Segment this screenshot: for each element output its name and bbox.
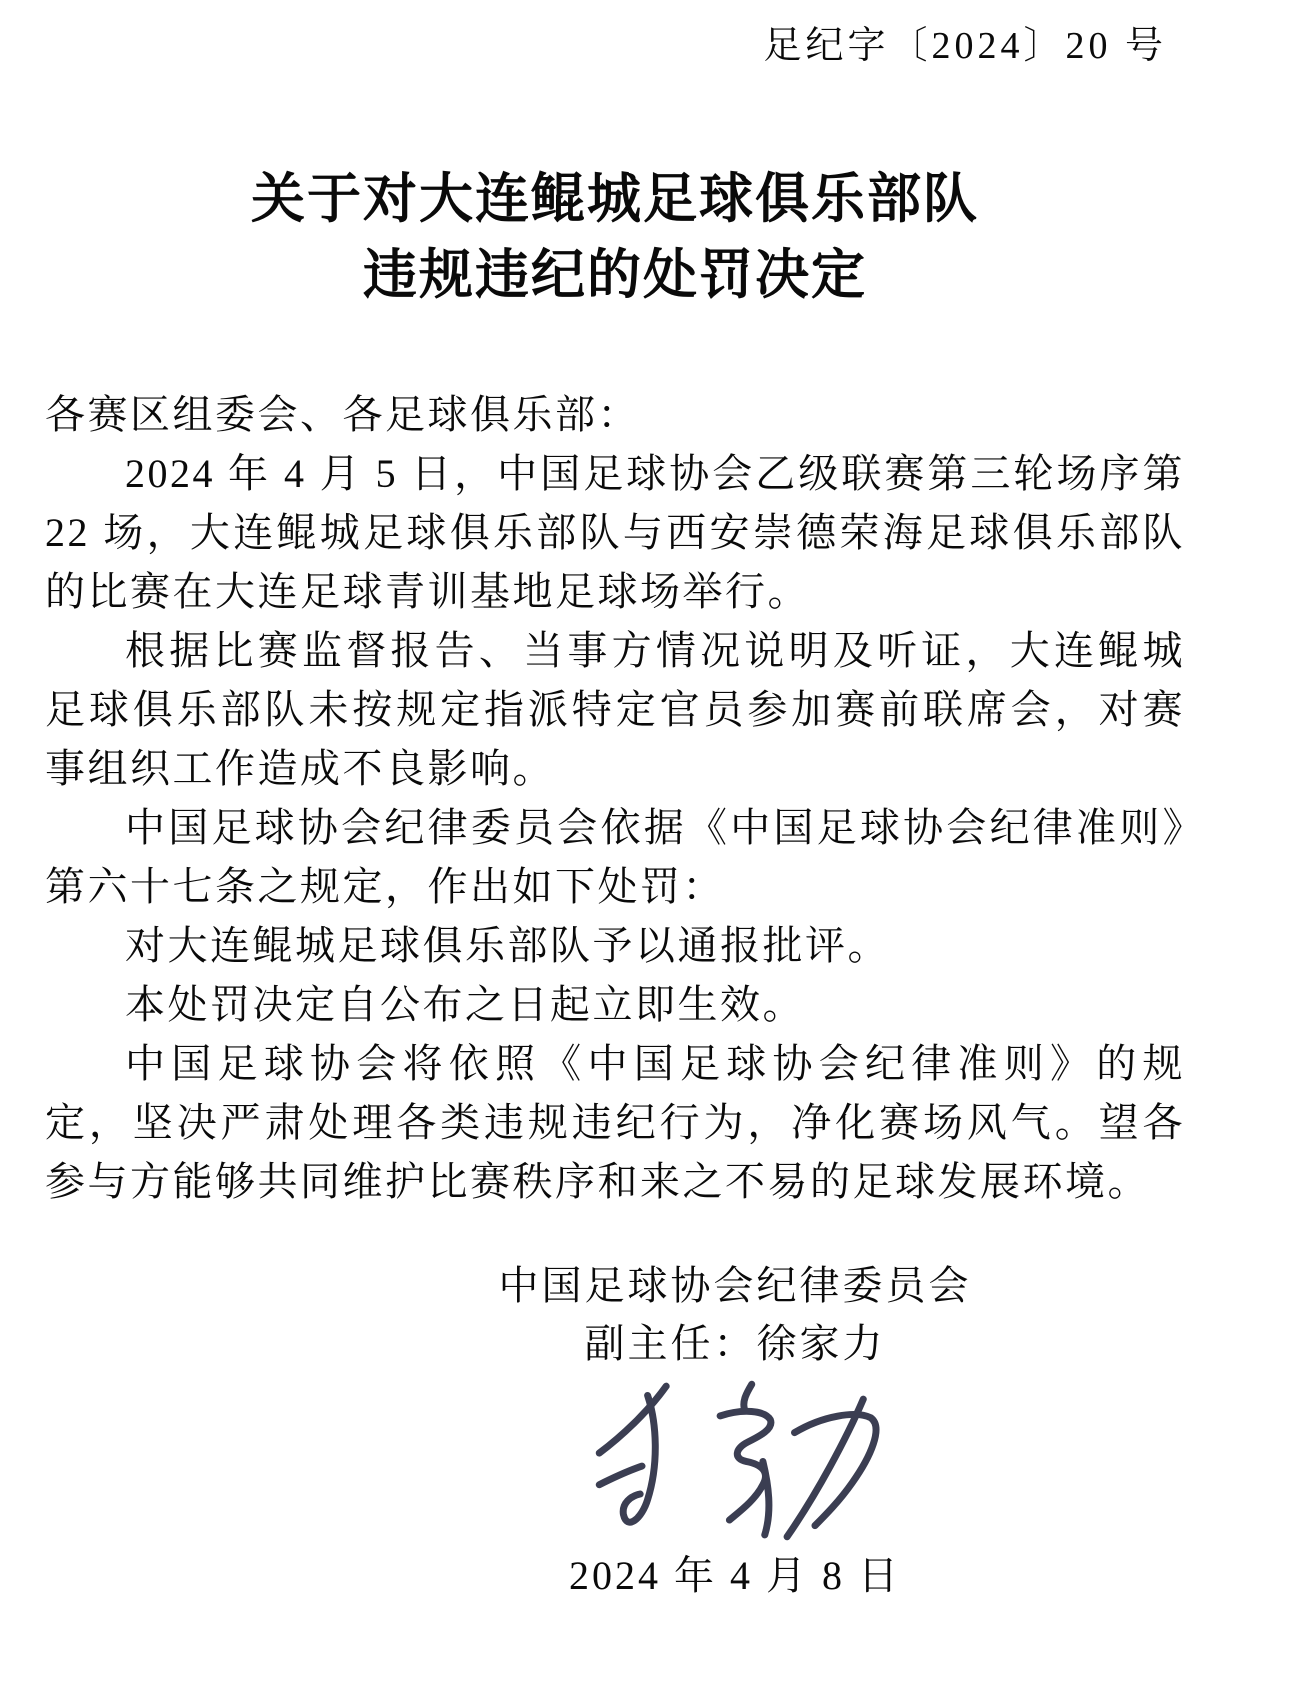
signature-date: 2024 年 4 月 8 日 xyxy=(569,1553,901,1598)
signature-block xyxy=(395,1257,1075,1605)
paragraph-violation: 根据比赛监督报告、当事方情况说明及听证，大连鲲城足球俱乐部队未按规定指派特定官员参加赛前联席会，对赛事组织工作造成不良影响。 xyxy=(45,628,1185,791)
paragraph-legal-basis: 中国足球协会纪律委员会依据《中国足球协会纪律准则》第六十七条之规定，作出如下处罚： xyxy=(45,805,1185,909)
signature-strokes xyxy=(599,1384,876,1536)
paragraph-match-facts: 2024 年 4 月 5 日，中国足球协会乙级联赛第三轮场序第 22 场，大连鲲城足球俱乐部队与西安崇德荣海足球俱乐部队的比赛在大连足球青训基地足球场举行。 xyxy=(45,451,1185,614)
handwritten-signature-svg xyxy=(575,1375,895,1547)
paragraph-punishment: 对大连鲲城足球俱乐部队予以通报批评。 xyxy=(125,923,890,968)
paragraph-closing-statement: 中国足球协会将依照《中国足球协会纪律准则》的规定，坚决严肃处理各类违规违纪行为，净化赛场风气。望各参与方能够共同维护比赛秩序和来之不易的足球发展环境。 xyxy=(45,1041,1185,1204)
doc-number: 足纪字〔2024〕20 号 xyxy=(763,25,1167,67)
salutation: 各赛区组委会、各足球俱乐部： xyxy=(45,392,640,437)
handwritten-signature-image xyxy=(395,1375,1075,1547)
doc-title xyxy=(45,161,1185,313)
doc-title-line2: 违规违纪的处罚决定 xyxy=(363,245,867,305)
signature-signer-title: 副主任：徐家力 xyxy=(584,1321,886,1366)
doc-title-line1: 关于对大连鲲城足球俱乐部队 xyxy=(251,169,979,229)
paragraph-effective-date: 本处罚决定自公布之日起立即生效。 xyxy=(125,982,805,1027)
signature-org: 中国足球协会纪律委员会 xyxy=(498,1263,972,1308)
document-body xyxy=(45,385,1185,1211)
